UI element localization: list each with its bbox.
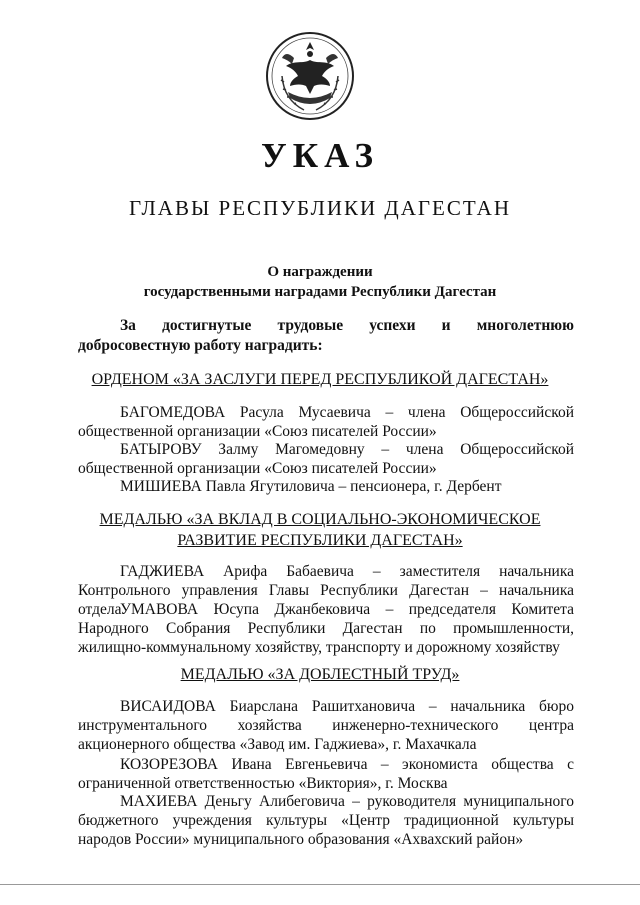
award-entry: КОЗОРЕЗОВА Ивана Евгеньевича – экономиста общества с ограниченной ответственностью «Виктория», г. Москва xyxy=(78,756,574,792)
scan-edge-line xyxy=(0,884,640,885)
section-heading-medal-labor: МЕДАЛЬЮ «ЗА ДОБЛЕСТНЫЙ ТРУД» xyxy=(180,666,460,683)
document-title: УКАЗ xyxy=(261,136,379,175)
award-entry: ВИСАИДОВА Биарслана Рашитхановича – начальника бюро инструментального хозяйства инженерно-технического центра акционерного общества «Завод им. Гаджиева», г. Махачкала xyxy=(78,698,574,753)
coat-of-arms-emblem xyxy=(264,30,356,122)
decree-subject xyxy=(0,262,640,302)
section-heading-line-2: РАЗВИТИЕ РЕСПУБЛИКИ ДАГЕСТАН» xyxy=(177,532,463,549)
issuer-heading: ГЛАВЫ РЕСПУБЛИКИ ДАГЕСТАН xyxy=(128,196,512,220)
award-entry: МИШИЕВА Павла Ягутиловича – пенсионера, г. Дербент xyxy=(120,478,502,495)
section-heading-order: ОРДЕНОМ «ЗА ЗАСЛУГИ ПЕРЕД РЕСПУБЛИКОЙ ДАГЕСТАН» xyxy=(91,371,549,388)
award-entry: БАГОМЕДОВА Расула Мусаевича – члена Общероссийской общественной организации «Союз писателей России» xyxy=(78,404,574,440)
award-entry: МАХИЕВА Деньгу Алибеговича – руководителя муниципального бюджетного учреждения культуры «Центр традиционной культуры народов России» муниципального образования «Ахвахский район» xyxy=(78,793,574,848)
preamble: За достигнутые трудовые успехи и многолетнюю добросовестную работу наградить: xyxy=(78,317,574,354)
subject-line-1: О награждении xyxy=(267,264,373,280)
award-entry: БАТЫРОВУ Залму Магомедовну – члена Общероссийской общественной организации «Союз писателей России» xyxy=(78,441,574,477)
section-heading-line-1: МЕДАЛЬЮ «ЗА ВКЛАД В СОЦИАЛЬНО-ЭКОНОМИЧЕСКОЕ xyxy=(99,511,541,528)
subject-line-2: государственными наградами Республики Дагестан xyxy=(143,284,497,300)
award-entry: ГАДЖИЕВА Арифа Бабаевича – заместителя начальника Контрольного управления Главы Республики Дагестан – начальника отдела xyxy=(78,563,574,618)
award-entry: УМАВОВА Юсупа Джанбековича – председателя Комитета Народного Собрания Республики Дагестан по промышленности, жилищно-коммунальному хозяйству, транспорту и дорожному хозяйству xyxy=(78,601,574,656)
section-heading-medal-contribution xyxy=(0,509,640,551)
